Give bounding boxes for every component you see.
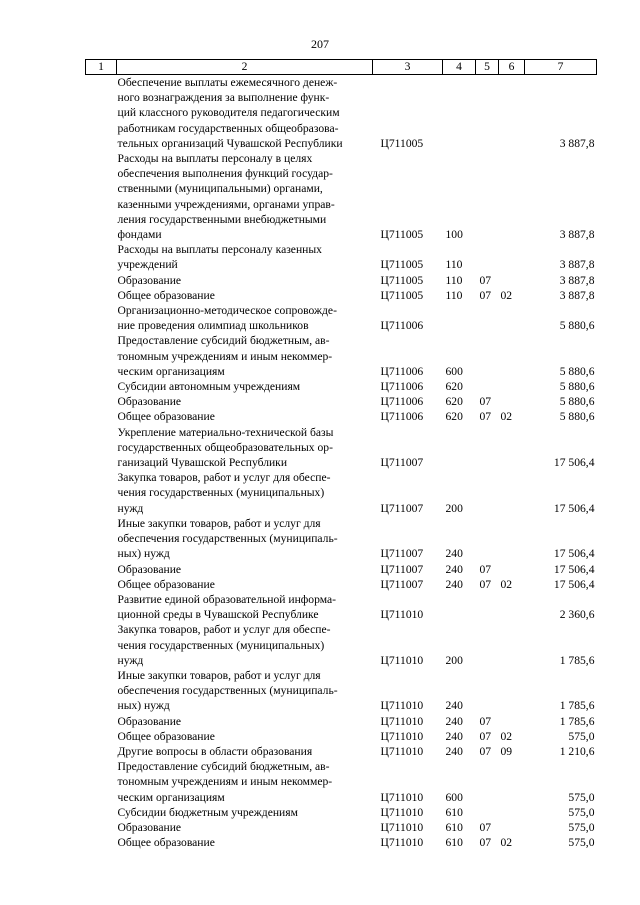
subsection-cell	[499, 820, 525, 835]
table-row	[86, 820, 597, 835]
section-cell: 07	[479, 395, 492, 409]
item-name-cell: Другие вопросы в области образования	[117, 744, 313, 758]
target-code-cell: Ц711010	[380, 729, 424, 743]
header-row	[86, 60, 597, 75]
item-name-cell: Предоставление субсидий бюджетным, ав- тономным учреждениям и иным некоммер- ческим организациям	[117, 334, 333, 378]
item-name-cell: Развитие единой образовательной информа- ционной среды в Чувашской Республике	[117, 592, 336, 622]
target-code-cell: Ц711010	[380, 653, 424, 667]
expense-type-cell: 240	[445, 562, 463, 576]
item-name-cell: Расходы на выплаты персоналу в целях обеспечения выполнения функций государ- ственными (муниципальными) органами, казенными учреждениями, органами управ- ления государственными внебюджетными фондами	[117, 152, 335, 242]
row-number-cell	[86, 577, 117, 592]
target-code-cell: Ц711007	[380, 577, 424, 591]
amount-cell: 1 210,6	[559, 744, 595, 758]
section-cell: 07	[479, 729, 492, 743]
section-cell	[476, 668, 499, 714]
target-code-cell: Ц711010	[380, 820, 424, 834]
row-number-cell	[86, 744, 117, 759]
subsection-cell	[499, 622, 525, 668]
target-code-cell: Ц711005	[380, 228, 424, 242]
subsection-cell: 02	[500, 836, 513, 850]
expense-type-cell: 600	[445, 790, 463, 804]
table-row	[86, 668, 597, 714]
amount-cell: 17 506,4	[553, 501, 595, 515]
section-cell	[476, 622, 499, 668]
target-code-cell: Ц711006	[380, 410, 424, 424]
target-code-cell: Ц711006	[380, 395, 424, 409]
section-cell	[476, 516, 499, 562]
column-header-1: 1	[86, 60, 117, 75]
row-number-cell	[86, 562, 117, 577]
column-header-5: 5	[476, 60, 499, 75]
expense-type-cell: 610	[445, 836, 463, 850]
amount-cell: 2 360,6	[559, 608, 595, 622]
expense-type-cell: 240	[445, 714, 463, 728]
section-cell	[476, 151, 499, 242]
subsection-cell	[499, 562, 525, 577]
table-row	[86, 470, 597, 516]
table-row	[86, 562, 597, 577]
target-code-cell: Ц711006	[380, 380, 424, 394]
row-number-cell	[86, 379, 117, 394]
table-row	[86, 425, 597, 471]
subsection-cell	[499, 592, 525, 622]
target-code-cell: Ц711010	[380, 805, 424, 819]
expense-type-cell	[443, 75, 476, 152]
section-cell: 07	[479, 714, 492, 728]
subsection-cell	[499, 242, 525, 272]
subsection-cell	[499, 759, 525, 805]
item-name-cell: Образование	[117, 273, 182, 287]
amount-cell: 1 785,6	[559, 653, 595, 667]
row-number-cell	[86, 622, 117, 668]
row-number-cell	[86, 805, 117, 820]
item-name-cell: Закупка товаров, работ и услуг для обеспе- чения государственных (муниципальных) нужд	[117, 623, 331, 667]
target-code-cell: Ц711010	[380, 790, 424, 804]
target-code-cell: Ц711005	[380, 258, 424, 272]
subsection-cell	[499, 379, 525, 394]
table-row	[86, 242, 597, 272]
column-header-4: 4	[443, 60, 476, 75]
amount-cell: 575,0	[568, 805, 595, 819]
expense-type-cell: 620	[445, 410, 463, 424]
expense-type-cell: 240	[445, 699, 463, 713]
column-header-2: 2	[117, 60, 373, 75]
amount-cell: 3 887,8	[559, 228, 595, 242]
table-row	[86, 151, 597, 242]
expense-type-cell: 600	[445, 364, 463, 378]
subsection-cell	[499, 470, 525, 516]
budget-table	[85, 59, 597, 850]
item-name-cell: Образование	[117, 820, 182, 834]
row-number-cell	[86, 835, 117, 850]
table-row	[86, 273, 597, 288]
expense-type-cell: 200	[445, 653, 463, 667]
expense-type-cell: 110	[445, 258, 463, 272]
row-number-cell	[86, 714, 117, 729]
expense-type-cell: 240	[445, 547, 463, 561]
row-number-cell	[86, 759, 117, 805]
section-cell: 07	[479, 820, 492, 834]
item-name-cell: Расходы на выплаты персоналу казенных учреждений	[117, 243, 322, 272]
target-code-cell: Ц711010	[380, 699, 424, 713]
expense-type-cell: 110	[445, 273, 463, 287]
target-code-cell: Ц711007	[380, 456, 424, 470]
section-cell	[476, 425, 499, 471]
amount-cell: 575,0	[568, 820, 595, 834]
subsection-cell: 02	[500, 729, 513, 743]
table-row	[86, 394, 597, 409]
row-number-cell	[86, 516, 117, 562]
target-code-cell: Ц711006	[380, 319, 424, 333]
amount-cell: 5 880,6	[559, 364, 595, 378]
table-row	[86, 592, 597, 622]
amount-cell: 575,0	[568, 790, 595, 804]
item-name-cell: Образование	[117, 714, 182, 728]
section-cell: 07	[479, 562, 492, 576]
section-cell	[476, 592, 499, 622]
row-number-cell	[86, 273, 117, 288]
amount-cell: 5 880,6	[559, 380, 595, 394]
section-cell	[476, 805, 499, 820]
amount-cell: 1 785,6	[559, 699, 595, 713]
item-name-cell: Общее образование	[117, 410, 215, 424]
amount-cell: 5 880,6	[559, 410, 595, 424]
section-cell: 07	[479, 577, 492, 591]
amount-cell: 3 887,8	[559, 288, 595, 302]
row-number-cell	[86, 151, 117, 242]
target-code-cell: Ц711010	[380, 714, 424, 728]
amount-cell: 17 506,4	[553, 577, 595, 591]
table-row	[86, 759, 597, 805]
item-name-cell: Иные закупки товаров, работ и услуг для обеспечения государственных (муниципаль- ных) нужд	[117, 516, 338, 561]
table-row	[86, 409, 597, 424]
expense-type-cell: 240	[445, 577, 463, 591]
expense-type-cell: 610	[445, 820, 463, 834]
table-body	[86, 75, 597, 851]
section-cell	[476, 242, 499, 272]
target-code-cell: Ц711007	[380, 547, 424, 561]
item-name-cell: Укрепление материально-технической базы государственных общеобразовательных ор- ганизаций Чувашской Республики	[117, 425, 334, 470]
item-name-cell: Общее образование	[117, 836, 215, 850]
section-cell: 07	[479, 273, 492, 287]
subsection-cell	[499, 303, 525, 333]
target-code-cell: Ц711010	[380, 744, 424, 758]
subsection-cell	[499, 425, 525, 471]
table-row	[86, 303, 597, 333]
item-name-cell: Субсидии бюджетным учреждениям	[117, 805, 298, 819]
subsection-cell	[499, 805, 525, 820]
row-number-cell	[86, 729, 117, 744]
column-header-6: 6	[499, 60, 525, 75]
section-cell	[476, 303, 499, 333]
expense-type-cell: 240	[445, 744, 463, 758]
amount-cell: 3 887,8	[559, 273, 595, 287]
row-number-cell	[86, 303, 117, 333]
table-row	[86, 835, 597, 850]
item-name-cell: Закупка товаров, работ и услуг для обеспе- чения государственных (муниципальных) нужд	[117, 471, 331, 515]
table-row	[86, 516, 597, 562]
item-name-cell: Образование	[117, 395, 182, 409]
target-code-cell: Ц711005	[380, 288, 424, 302]
target-code-cell: Ц711005	[380, 273, 424, 287]
item-name-cell: Предоставление субсидий бюджетным, ав- тономным учреждениям и иным некоммер- ческим организациям	[117, 760, 333, 804]
amount-cell: 3 887,8	[559, 136, 595, 150]
expense-type-cell: 100	[445, 228, 463, 242]
item-name-cell: Общее образование	[117, 577, 215, 591]
target-code-cell: Ц711010	[380, 836, 424, 850]
column-header-3: 3	[373, 60, 443, 75]
page-number: 207	[311, 37, 329, 51]
section-cell: 07	[479, 410, 492, 424]
target-code-cell: Ц711007	[380, 501, 424, 515]
row-number-cell	[86, 409, 117, 424]
section-cell: 07	[479, 836, 492, 850]
target-code-cell: Ц711007	[380, 562, 424, 576]
target-code-cell: Ц711005	[380, 136, 424, 150]
item-name-cell: Общее образование	[117, 729, 215, 743]
table-row	[86, 729, 597, 744]
table-row	[86, 288, 597, 303]
target-code-cell: Ц711006	[380, 364, 424, 378]
table-row	[86, 744, 597, 759]
amount-cell: 5 880,6	[559, 395, 595, 409]
table-row	[86, 333, 597, 379]
item-name-cell: Иные закупки товаров, работ и услуг для обеспечения государственных (муниципаль- ных) нужд	[117, 668, 338, 713]
item-name-cell: Образование	[117, 562, 182, 576]
row-number-cell	[86, 333, 117, 379]
table-row	[86, 379, 597, 394]
amount-cell: 575,0	[568, 836, 595, 850]
expense-type-cell	[443, 425, 476, 471]
item-name-cell: Общее образование	[117, 288, 215, 302]
subsection-cell	[499, 714, 525, 729]
row-number-cell	[86, 75, 117, 152]
row-number-cell	[86, 592, 117, 622]
amount-cell: 17 506,4	[553, 562, 595, 576]
subsection-cell	[499, 273, 525, 288]
subsection-cell: 02	[500, 577, 513, 591]
table-row	[86, 75, 597, 152]
row-number-cell	[86, 668, 117, 714]
expense-type-cell: 610	[445, 805, 463, 819]
amount-cell: 3 887,8	[559, 258, 595, 272]
section-cell: 07	[479, 288, 492, 302]
expense-type-cell	[443, 303, 476, 333]
subsection-cell	[499, 394, 525, 409]
row-number-cell	[86, 470, 117, 516]
expense-type-cell: 620	[445, 395, 463, 409]
column-header-7: 7	[525, 60, 597, 75]
subsection-cell: 09	[500, 744, 513, 758]
subsection-cell: 02	[500, 410, 513, 424]
amount-cell: 17 506,4	[553, 456, 595, 470]
item-name-cell: Организационно-методическое сопровожде- ние проведения олимпиад школьников	[117, 304, 337, 333]
subsection-cell	[499, 75, 525, 152]
table-row	[86, 577, 597, 592]
amount-cell: 575,0	[568, 729, 595, 743]
row-number-cell	[86, 425, 117, 471]
expense-type-cell: 620	[445, 380, 463, 394]
section-cell	[476, 333, 499, 379]
row-number-cell	[86, 242, 117, 272]
row-number-cell	[86, 394, 117, 409]
expense-type-cell	[443, 592, 476, 622]
section-cell	[476, 379, 499, 394]
target-code-cell: Ц711010	[380, 608, 424, 622]
table-row	[86, 622, 597, 668]
subsection-cell	[499, 668, 525, 714]
section-cell: 07	[479, 744, 492, 758]
amount-cell: 17 506,4	[553, 547, 595, 561]
table-row	[86, 805, 597, 820]
amount-cell: 1 785,6	[559, 714, 595, 728]
subsection-cell: 02	[500, 288, 513, 302]
row-number-cell	[86, 820, 117, 835]
subsection-cell	[499, 516, 525, 562]
expense-type-cell: 200	[445, 501, 463, 515]
subsection-cell	[499, 333, 525, 379]
item-name-cell: Обеспечение выплаты ежемесячного денеж- ного вознаграждения за выполнение функ- ций классного руководителя педагогическим работникам государственных общеобразова- тельных организаций Чувашской Республики	[117, 76, 343, 150]
expense-type-cell: 110	[445, 288, 463, 302]
subsection-cell	[499, 151, 525, 242]
table-row	[86, 714, 597, 729]
row-number-cell	[86, 288, 117, 303]
item-name-cell: Субсидии автономным учреждениям	[117, 380, 301, 394]
section-cell	[476, 470, 499, 516]
expense-type-cell: 240	[445, 729, 463, 743]
amount-cell: 5 880,6	[559, 319, 595, 333]
section-cell	[476, 75, 499, 152]
section-cell	[476, 759, 499, 805]
